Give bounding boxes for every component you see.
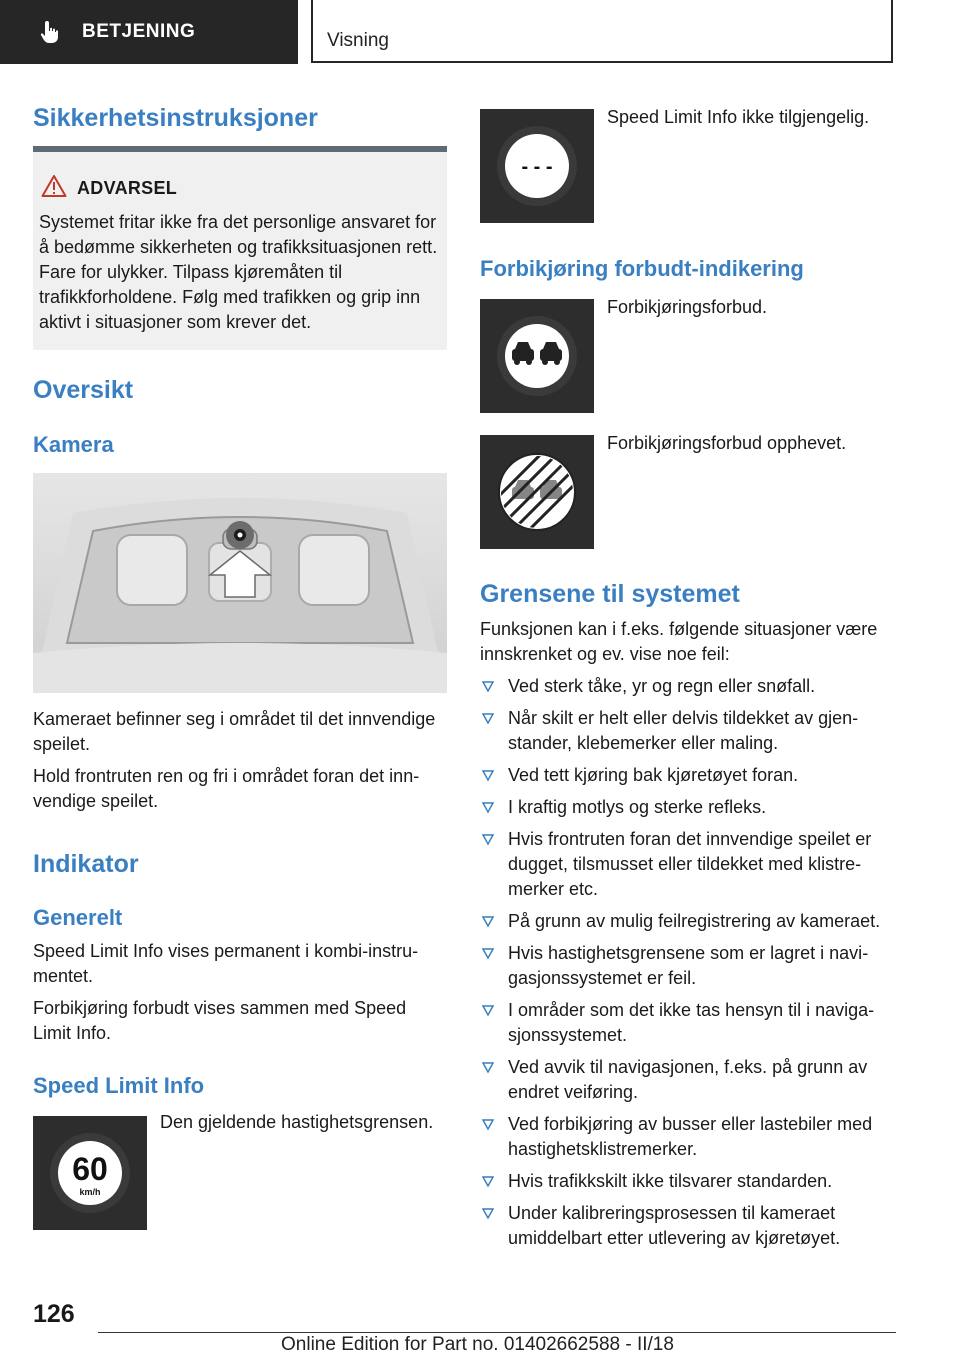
list-item: Under kalibreringsprosessen til kameraet umiddelbart etter utlevering av kjøretøyet. — [480, 1201, 900, 1251]
camera-heading: Kamera — [33, 432, 114, 457]
section-tab[interactable] — [0, 0, 298, 64]
subsection-label: Visning — [327, 30, 389, 51]
triangle-bullet-icon — [482, 770, 494, 782]
page-number: 126 — [33, 1300, 75, 1328]
unavailable-sign-icon — [480, 109, 594, 223]
subsection-header — [311, 0, 893, 63]
triangle-bullet-icon — [482, 916, 494, 928]
speed-limit-info-text: Den gjeldende hastighetsgrensen. — [160, 1112, 434, 1132]
list-item: Hvis frontruten foran det innvendige speilet er dugget, tilsmusset eller tildekket med klistremerker etc. — [480, 827, 900, 902]
speed-limit-unavailable-text: Speed Limit Info ikke tilgjengelig. — [607, 107, 870, 127]
speed-limit-sign-icon — [33, 1116, 147, 1230]
warning-text: Systemet fritar ikke fra det personlige ansvaret for å bedømme sikkerheten og trafikksituasjonen rett. Fare for ulykker. Tilpass kjøremåten til trafikkforholdene. Følg med trafikken og grip inn aktivt i situasjoner som krever det. — [39, 212, 438, 332]
list-item: Hvis trafikkskilt ikke tilsvarer standarden. — [480, 1169, 900, 1194]
triangle-bullet-icon — [482, 713, 494, 725]
no-overtaking-end-sign — [480, 435, 594, 549]
camera-text-1: Kameraet befinner seg i området til det innvendige speilet. — [33, 709, 436, 754]
triangle-bullet-icon — [482, 1119, 494, 1131]
speed-limit-value: 60 — [72, 1151, 108, 1187]
list-item: På grunn av mulig feilregistrering av kameraet. — [480, 909, 900, 934]
list-item: Når skilt er helt eller delvis tildekket av gjenstander, klebemerker eller maling. — [480, 706, 900, 756]
triangle-bullet-icon — [482, 948, 494, 960]
triangle-bullet-icon — [482, 1005, 494, 1017]
unavailable-dashes: - - - — [521, 156, 553, 178]
system-limits-heading: Grensene til systemet — [480, 580, 740, 608]
triangle-bullet-icon — [482, 834, 494, 846]
section-label: BETJENING — [82, 21, 196, 42]
no-overtaking-text: Forbikjøringsforbud. — [607, 297, 768, 317]
no-overtaking-icon — [480, 299, 594, 413]
overview-heading: Oversikt — [33, 376, 134, 404]
system-limits-list — [480, 674, 900, 1258]
triangle-bullet-icon — [482, 1062, 494, 1074]
warning-label: ADVARSEL — [77, 178, 178, 198]
triangle-bullet-icon — [482, 1176, 494, 1188]
system-limits-intro: Funksjonen kan i f.eks. følgende situasjoner være innskrenket og ev. vise noe feil: — [480, 619, 878, 664]
triangle-bullet-icon — [482, 1208, 494, 1220]
no-overtaking-sign — [480, 299, 594, 413]
list-item: Hvis hastighetsgrensene som er lagret i navigasjonssystemet er feil. — [480, 941, 900, 991]
general-text-1: Speed Limit Info vises permanent i kombi-instrumentet. — [33, 941, 419, 986]
no-overtaking-end-icon — [480, 435, 594, 549]
list-item: I kraftig motlys og sterke refleks. — [480, 795, 900, 820]
general-heading: Generelt — [33, 905, 123, 930]
list-item: I områder som det ikke tas hensyn til i navigasjonssystemet. — [480, 998, 900, 1048]
warning-box — [33, 146, 447, 350]
edition-footer: Online Edition for Part no. 01402662588 - II/18 — [281, 1334, 674, 1355]
speed-limit-unit: km/h — [79, 1187, 101, 1197]
warning-triangle-icon — [41, 174, 67, 198]
list-item: Ved sterk tåke, yr og regn eller snøfall. — [480, 674, 900, 699]
hand-pointer-icon — [38, 19, 64, 45]
safety-heading: Sikkerhetsinstruksjoner — [33, 104, 318, 132]
speed-limit-info-heading: Speed Limit Info — [33, 1073, 205, 1098]
camera-text-2: Hold frontruten ren og fri i området foran det innvendige speilet. — [33, 766, 420, 811]
speed-limit-sign — [33, 1116, 147, 1230]
general-text-2: Forbikjøring forbudt vises sammen med Speed Limit Info. — [33, 998, 407, 1043]
list-item: Ved tett kjøring bak kjøretøyet foran. — [480, 763, 900, 788]
list-item: Ved forbikjøring av busser eller lastebiler med hastighetsklistremerker. — [480, 1112, 900, 1162]
footer-divider — [98, 1332, 896, 1333]
indicator-heading: Indikator — [33, 850, 139, 878]
triangle-bullet-icon — [482, 802, 494, 814]
list-item: Ved avvik til navigasjonen, f.eks. på grunn av endret veiføring. — [480, 1055, 900, 1105]
no-overtaking-heading: Forbikjøring forbudt-indikering — [480, 256, 804, 281]
camera-windshield-image — [33, 473, 447, 693]
no-overtaking-end-text: Forbikjøringsforbud opphevet. — [607, 433, 847, 453]
triangle-bullet-icon — [482, 681, 494, 693]
speed-limit-unavailable-sign — [480, 109, 594, 223]
